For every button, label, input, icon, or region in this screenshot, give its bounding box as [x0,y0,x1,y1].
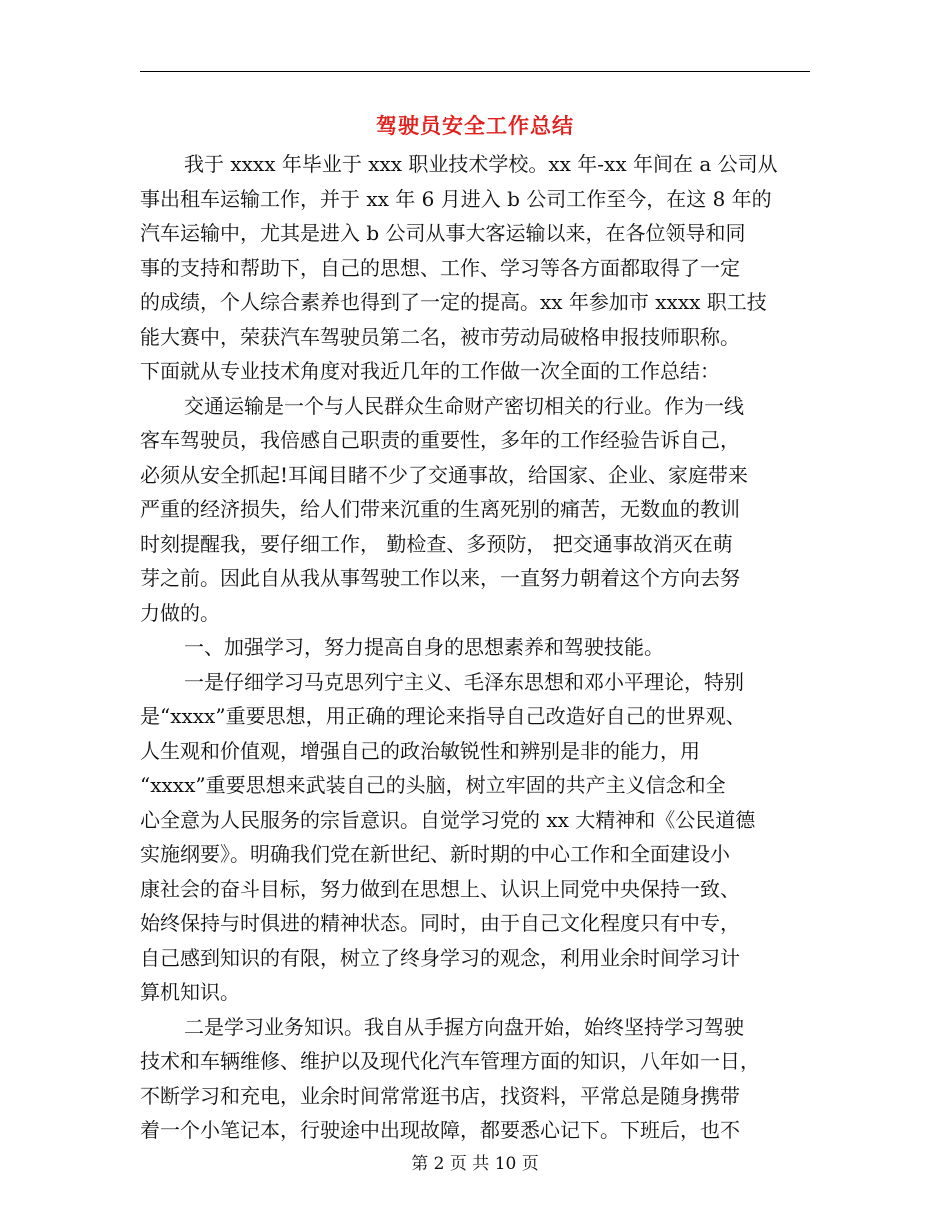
paragraph-line: 实施纲要》。明确我们党在新世纪、新时期的中心工作和全面建设小 [140,842,730,866]
section-heading: 一、加强学习，努力提高自身的思想素养和驾驶技能。 [184,635,664,659]
paragraph-line: 芽之前。因此自从我从事驾驶工作以来，一直努力朝着这个方向去努 [140,566,740,590]
paragraph-line: 康社会的奋斗目标，努力做到在思想上、认识上同党中央保持一致、 [140,876,740,901]
paragraph-line: 严重的经济损失，给人们带来沉重的生离死别的痛苦，无数血的教训 [140,497,740,521]
paragraph-line: 人生观和价值观，增强自己的政治敏锐性和辨别是非的能力，用 [140,738,700,763]
paragraph-line: 我于 xxxx 年毕业于 xxx 职业技术学校。xx 年-xx 年间在 a 公司从 [184,152,778,176]
paragraph-line: 算机知识。 [140,980,240,1004]
paragraph-line: 的成绩，个人综合素养也得到了一定的提高。xx 年参加市 xxxx 职工技 [140,290,767,314]
paragraph-line: 始终保持与时俱进的精神状态。同时，由于自己文化程度只有中专， [140,911,740,935]
paragraph-line: 心全意为人民服务的宗旨意识。自觉学习党的 xx 大精神和《公民道德 [140,807,756,832]
paragraph-line: 着一个小笔记本，行驶途中出现故障，都要悉心记下。下班后，也不 [140,1118,740,1142]
paragraph-line: 交通运输是一个与人民群众生命财产密切相关的行业。作为一线 [184,393,744,418]
paragraph-line: 力做的。 [140,600,220,625]
paragraph-line: 是“xxxx”重要思想，用正确的理论来指导自己改造好自己的世界观、 [140,704,746,728]
paragraph-line: 事的支持和帮助下，自己的思想、工作、学习等各方面都取得了一定 [140,255,740,280]
page-footer: 第 2 页 共 10 页 [411,1154,539,1174]
paragraph-line: 技术和车辆维修、维护以及现代化汽车管理方面的知识，八年如一日， [140,1049,760,1073]
header-rule [140,71,810,72]
paragraph-line: 自己感到知识的有限，树立了终身学习的观念，利用业余时间学习计 [140,945,740,970]
document-title: 驾驶员安全工作总结 [376,113,574,138]
paragraph-line: 不断学习和充电，业余时间常常逛书店，找资料，平常总是随身携带 [140,1083,740,1108]
paragraph-line: 事出租车运输工作，并于 xx 年 6 月进入 b 公司工作至今，在这 8 年的 [140,186,772,211]
paragraph-line: 必须从安全抓起!耳闻目睹不少了交通事故，给国家、企业、家庭带来 [140,462,749,487]
paragraph-line: 一是仔细学习马克思列宁主义、毛泽东思想和邓小平理论，特别 [184,669,744,694]
paragraph-line: 时刻提醒我，要仔细工作， 勤检查、多预防， 把交通事故消灭在萌 [140,531,733,556]
paragraph-line: “xxxx”重要思想来武装自己的头脑，树立牢固的共产主义信念和全 [140,773,726,797]
paragraph-line: 能大赛中，荣获汽车驾驶员第二名，被市劳动局破格申报技师职称。 [140,324,740,349]
paragraph-line: 二是学习业务知识。我自从手握方向盘开始，始终坚持学习驾驶 [184,1014,744,1039]
paragraph-line: 客车驾驶员，我倍感自己职责的重要性，多年的工作经验告诉自己， [140,428,740,452]
document-body [140,147,810,1148]
paragraph-line: 汽车运输中，尤其是进入 b 公司从事大客运输以来，在各位领导和同 [140,221,746,245]
paragraph-line: 下面就从专业技术角度对我近几年的工作做一次全面的工作总结： [140,359,720,383]
